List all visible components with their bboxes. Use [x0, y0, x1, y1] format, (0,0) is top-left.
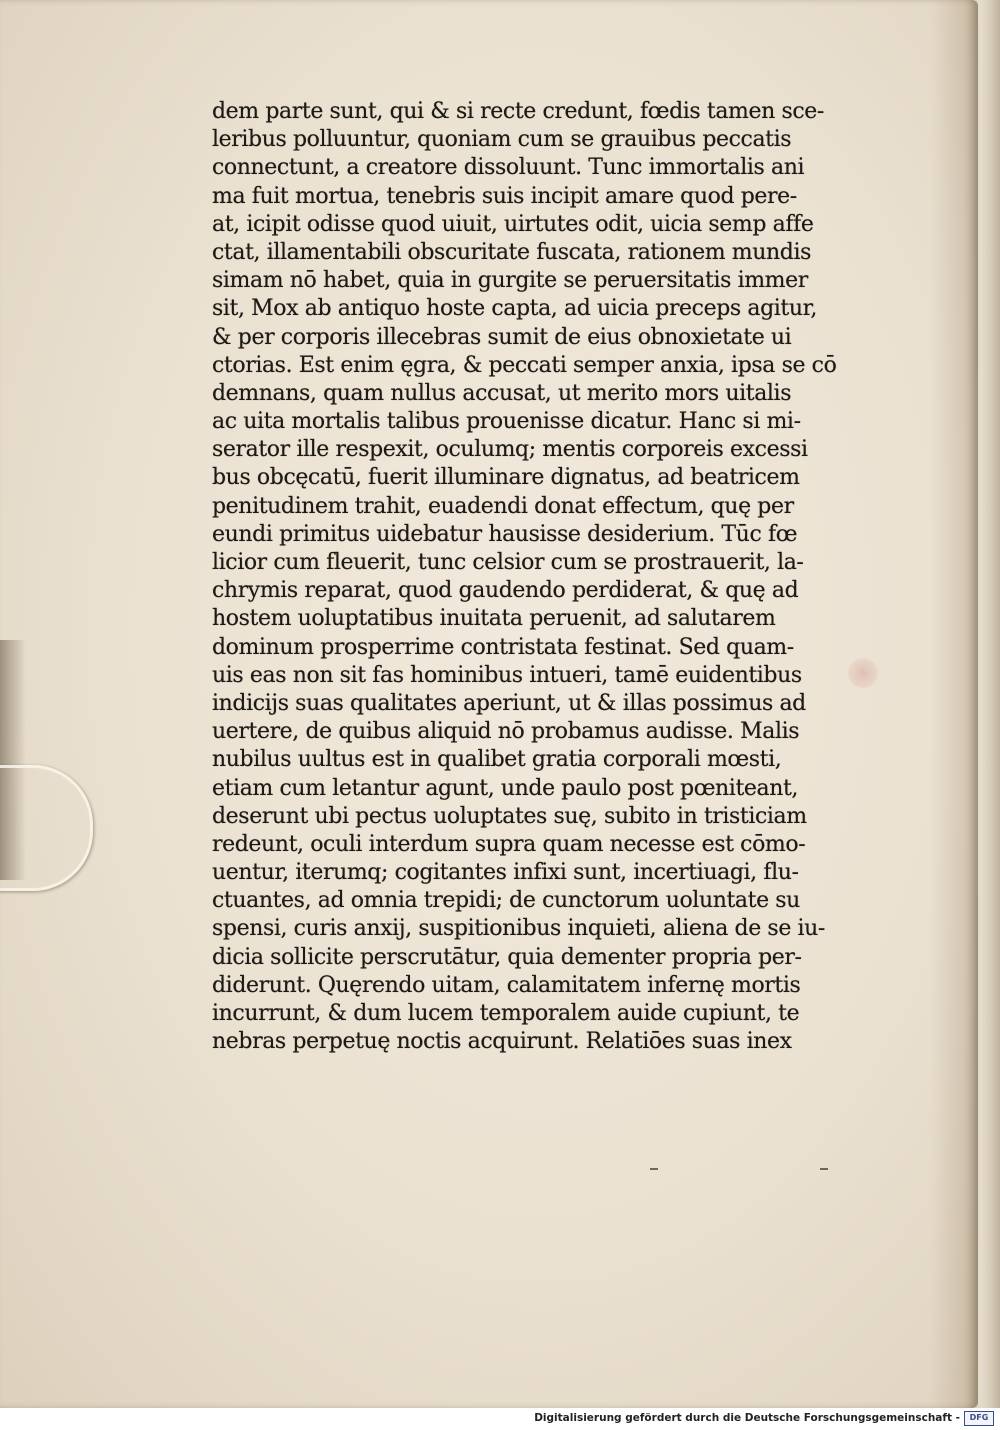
text-line: uentur, iterumq; cogitantes infixi sunt, incertiuagi, flu- [212, 860, 799, 886]
text-line: dicia sollicite perscrutātur, quia dementer propria per- [212, 944, 802, 970]
text-line: at, icipit odisse quod uiuit, uirtutes odit, uicia semp affe [212, 211, 814, 237]
text-line: uis eas non sit fas hominibus intueri, tamē euidentibus [212, 662, 802, 688]
dfg-logo[interactable]: DFG [964, 1411, 994, 1426]
print-mark [650, 1168, 658, 1170]
text-line: diderunt. Quęrendo uitam, calamitatem infernę mortis [212, 972, 801, 998]
text-line: licior cum fleuerit, tunc celsior cum se prostrauerit, la- [212, 550, 804, 575]
text-line: ac uita mortalis talibus prouenisse dicatur. Hanc si mi- [212, 409, 801, 435]
text-line: redeunt, oculi interdum supra quam necesse est cōmo- [212, 831, 806, 857]
text-line: dem parte sunt, qui & si recte credunt, fœdis tamen sce- [212, 99, 824, 124]
text-line: ctuantes, ad omnia trepidi; de cunctorum uoluntate su [212, 888, 800, 914]
text-line: uertere, de quibus aliquid nō probamus audisse. Malis [212, 719, 800, 745]
text-line: etiam cum letantur agunt, unde paulo post pœniteant, [212, 775, 799, 801]
text-line: deserunt ubi pectus uoluptates suę, subito in tristiciam [212, 803, 807, 829]
text-line: indicijs suas qualitates aperiunt, ut & illas possimus ad [212, 690, 806, 716]
text-line: ctorias. Est enim ęgra, & peccati semper anxia, ipsa se cō [212, 352, 837, 378]
text-line: eundi primitus uidebatur hausisse desiderium. Tūc fœ [212, 521, 798, 547]
text-line: leribus polluuntur, quoniam cum se grauibus peccatis [212, 127, 792, 153]
text-line: incurrunt, & dum lucem temporalem auide cupiunt, te [212, 1001, 800, 1026]
text-line: nebras perpetuę noctis acquirunt. Relatiōes suas inex [212, 1029, 792, 1055]
gutter-shadow [930, 0, 978, 1408]
text-line: spensi, curis anxij, suspitionibus inquieti, aliena de se iu- [212, 916, 825, 942]
text-line: bus obcęcatū, fuerit illuminare dignatus, ad beatricem [212, 465, 800, 491]
binding-thread [0, 765, 93, 891]
text-line: demnans, quam nullus accusat, ut merito mors uitalis [212, 380, 792, 406]
text-line: ma fuit mortua, tenebris suis incipit amare quod pere- [212, 183, 797, 209]
text-line: nubilus uultus est in qualibet gratia corporali mœsti, [212, 747, 782, 773]
text-line: penitudinem trahit, euadendi donat effectum, quę per [212, 493, 794, 519]
text-line: & per corporis illecebras sumit de eius obnoxietate ui [212, 324, 792, 350]
text-line: ctat, illamentabili obscuritate fuscata, rationem mundis [212, 239, 811, 265]
text-line: sit, Mox ab antiquo hoste capta, ad uicia preceps agitur, [212, 296, 817, 322]
text-line: connectunt, a creatore dissoluunt. Tunc immortalis ani [212, 155, 805, 181]
page-text [212, 98, 892, 1056]
text-line: serator ille respexit, oculumq; mentis corporeis excessi [212, 437, 808, 463]
print-mark [820, 1168, 828, 1170]
funding-credit: Digitalisierung gefördert durch die Deutsche Forschungsgemeinschaft - [534, 1412, 960, 1424]
footer-bar [0, 1408, 1000, 1430]
text-line: hostem uoluptatibus inuitata peruenit, ad salutarem [212, 606, 776, 632]
text-line: chrymis reparat, quod gaudendo perdiderat, & quę ad [212, 578, 799, 604]
text-line: dominum prosperrime contristata festinat. Sed quam- [212, 634, 794, 660]
text-line: simam nō habet, quia in gurgite se peruersitatis immer [212, 268, 808, 294]
